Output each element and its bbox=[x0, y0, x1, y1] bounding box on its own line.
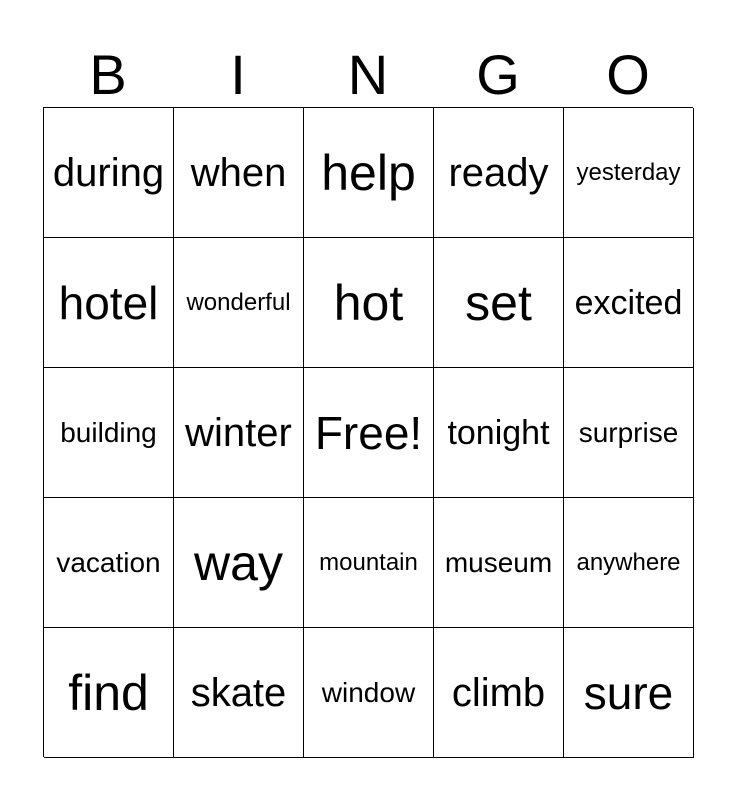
header-letter-b: B bbox=[89, 43, 127, 106]
bingo-cell[interactable]: skate bbox=[174, 628, 304, 758]
header-letter-i: I bbox=[230, 43, 246, 106]
bingo-cell[interactable]: during bbox=[44, 108, 174, 238]
bingo-cell[interactable]: museum bbox=[434, 498, 564, 628]
header-letter-g: G bbox=[476, 43, 520, 106]
bingo-cell[interactable]: hot bbox=[304, 238, 434, 368]
bingo-cell[interactable]: climb bbox=[434, 628, 564, 758]
bingo-cell[interactable]: winter bbox=[174, 368, 304, 498]
bingo-cell[interactable]: when bbox=[174, 108, 304, 238]
bingo-cell[interactable]: wonderful bbox=[174, 238, 304, 368]
bingo-cell[interactable]: set bbox=[434, 238, 564, 368]
bingo-cell[interactable]: sure bbox=[564, 628, 694, 758]
bingo-cell[interactable]: hotel bbox=[44, 238, 174, 368]
bingo-cell[interactable]: way bbox=[174, 498, 304, 628]
bingo-cell[interactable]: tonight bbox=[434, 368, 564, 498]
bingo-cell[interactable]: window bbox=[304, 628, 434, 758]
bingo-cell[interactable]: excited bbox=[564, 238, 694, 368]
bingo-cell[interactable]: ready bbox=[434, 108, 564, 238]
free-space[interactable]: Free! bbox=[304, 368, 434, 498]
bingo-cell[interactable]: vacation bbox=[44, 498, 174, 628]
header-letter-o: O bbox=[606, 43, 650, 106]
bingo-cell[interactable]: yesterday bbox=[564, 108, 694, 238]
bingo-board bbox=[43, 107, 693, 757]
bingo-header bbox=[43, 44, 693, 106]
header-letter-n: N bbox=[347, 43, 389, 106]
bingo-cell[interactable]: mountain bbox=[304, 498, 434, 628]
bingo-cell[interactable]: surprise bbox=[564, 368, 694, 498]
bingo-cell[interactable]: anywhere bbox=[564, 498, 694, 628]
bingo-cell[interactable]: building bbox=[44, 368, 174, 498]
bingo-cell[interactable]: help bbox=[304, 108, 434, 238]
bingo-cell[interactable]: find bbox=[44, 628, 174, 758]
